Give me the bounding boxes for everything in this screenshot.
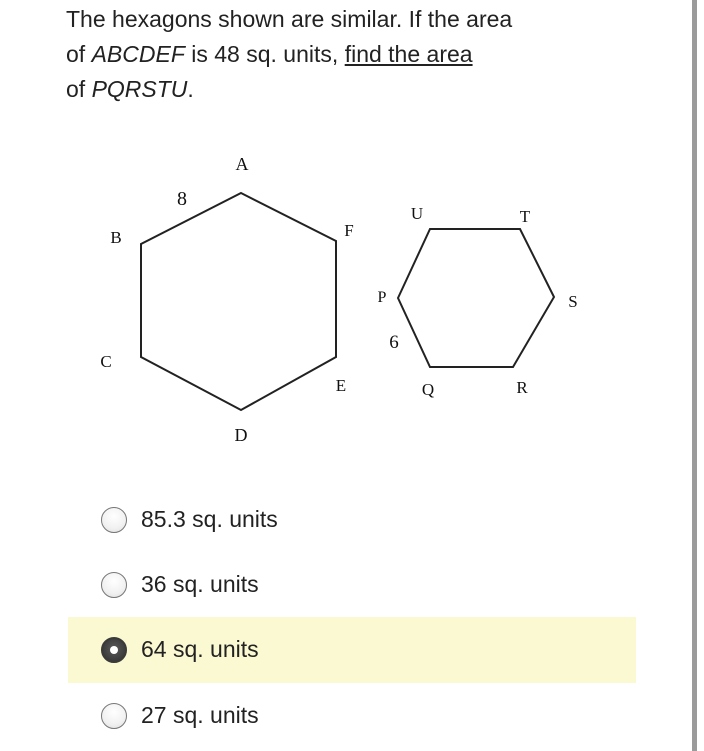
answer-option-4[interactable] [68, 683, 636, 749]
vertex-label-d: D [234, 425, 248, 445]
hexagon-abcdef [141, 193, 336, 410]
answer-option-3-label: 64 sq. units [141, 636, 259, 662]
vertex-label-u: U [410, 204, 424, 223]
shape-name-abcdef: ABCDEF [91, 41, 185, 67]
radio-button-1[interactable] [101, 507, 127, 533]
vertex-label-e: E [335, 376, 347, 395]
answer-option-2[interactable] [68, 552, 636, 618]
vertex-label-q: Q [421, 380, 435, 399]
vertex-label-t: T [519, 207, 531, 226]
find-area-underlined: find the area [344, 41, 473, 67]
vertex-label-a: A [235, 154, 249, 174]
side-length-label-ab: 8 [177, 188, 187, 210]
radio-button-3-selected[interactable] [101, 637, 127, 663]
vertex-label-c: C [100, 352, 112, 371]
vertex-label-b: B [110, 228, 122, 247]
question-line-1: The hexagons shown are similar. If the area [66, 6, 513, 32]
question-period: . [187, 76, 194, 102]
radio-button-4[interactable] [101, 703, 127, 729]
answer-option-3[interactable] [68, 617, 636, 683]
answer-option-1-label: 85.3 sq. units [141, 506, 278, 532]
answer-option-4-label: 27 sq. units [141, 702, 259, 728]
hexagon-pqrstu [398, 229, 554, 367]
vertex-label-p: P [377, 289, 387, 306]
question-area-given: is 48 sq. units, [184, 41, 345, 67]
answer-option-2-label: 36 sq. units [141, 571, 259, 597]
answer-option-1[interactable] [68, 487, 636, 553]
vertex-label-s: S [568, 292, 578, 311]
question-of-text-2: of [66, 76, 92, 102]
vertex-label-r: R [516, 378, 528, 397]
side-length-label-pq: 6 [389, 332, 399, 353]
radio-button-2[interactable] [101, 572, 127, 598]
shape-name-pqrstu: PQRSTU [91, 76, 188, 102]
vertex-label-f: F [344, 221, 354, 240]
question-of-text: of [66, 41, 92, 67]
